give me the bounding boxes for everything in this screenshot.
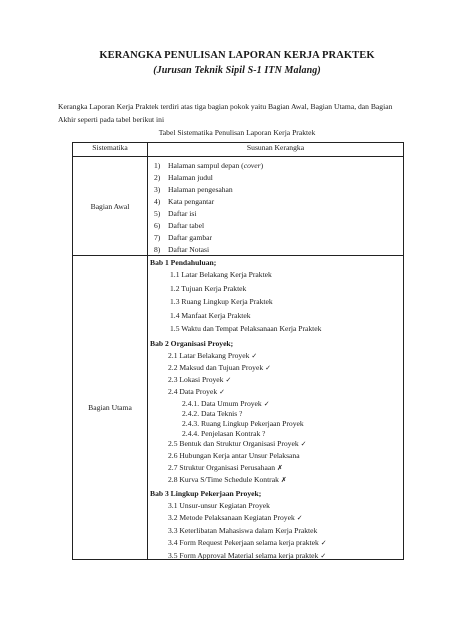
list-item bbox=[182, 419, 304, 428]
list-item bbox=[154, 209, 196, 218]
list-item-number: 2) bbox=[154, 173, 161, 182]
document-subtitle: (Jurusan Teknik Sipil S-1 ITN Malang) bbox=[153, 65, 321, 76]
list-item-text: 1.1 Latar Belakang Kerja Praktek bbox=[170, 270, 272, 279]
list-item bbox=[170, 324, 321, 333]
list-item-text: 3.3 Keterlibatan Mahasiswa dalam Kerja Praktek bbox=[168, 525, 318, 535]
list-item bbox=[168, 551, 326, 560]
check-mark: ✓ bbox=[296, 514, 303, 522]
list-item bbox=[154, 197, 214, 206]
list-item-text: 2.3 Lokasi Proyek bbox=[168, 374, 224, 384]
list-item bbox=[154, 173, 213, 182]
bagian-awal-list bbox=[148, 157, 404, 256]
list-item bbox=[168, 475, 287, 484]
list-item-text: 3.4 Form Request Pekerjaan selama kerja praktek bbox=[168, 538, 319, 547]
check-mark: ✓ bbox=[219, 387, 226, 396]
list-item-text: 2.8 Kurva S/Time Schedule Kontrak bbox=[168, 474, 279, 484]
intro-paragraph: Kerangka Laporan Kerja Praktek terdiri atas tiga bagian pokok yaitu Bagian Awal, Bagian Utama, dan Bagian Akhir seperti pada tabel berikut ini bbox=[58, 102, 393, 124]
list-item-text: Halaman sampul depan ( bbox=[168, 161, 244, 170]
check-mark: ✗ bbox=[277, 463, 283, 472]
list-item-text: 1.4 Manfaat Kerja Praktek bbox=[170, 310, 251, 320]
list-item-number: 6) bbox=[154, 221, 161, 230]
list-item-text: 3.5 Form Approval Material selama kerja praktek bbox=[168, 550, 319, 560]
list-item-text: Kata pengantar bbox=[168, 197, 215, 206]
list-item bbox=[168, 501, 270, 510]
chapter-title: Bab 2 Organisasi Proyek; bbox=[150, 338, 234, 348]
list-item-number: 7) bbox=[154, 233, 161, 242]
label-bagian-utama: Bagian Utama bbox=[73, 256, 148, 560]
check-mark: ✓ bbox=[300, 439, 307, 448]
list-item bbox=[154, 161, 263, 170]
header-susunan-kerangka: Susunan Kerangka bbox=[148, 143, 404, 157]
list-item-text: 1.2 Tujuan Kerja Praktek bbox=[170, 283, 247, 293]
list-item bbox=[154, 185, 233, 194]
list-item-number: 4) bbox=[154, 197, 161, 206]
list-item bbox=[170, 284, 246, 293]
list-item-text: 2.5 Bentuk dan Struktur Organisasi Proyek bbox=[168, 438, 299, 448]
list-item bbox=[168, 351, 257, 360]
list-item bbox=[168, 375, 231, 384]
list-item-text: 2.4.4. Penjelasan Kontrak bbox=[182, 428, 261, 438]
list-item-text: 2.6 Hubungan Kerja antar Unsur Pelaksana bbox=[168, 450, 300, 460]
list-item bbox=[168, 439, 307, 448]
list-item-number: 8) bbox=[154, 245, 161, 254]
table-caption: Tabel Sistematika Penulisan Laporan Kerja Praktek bbox=[158, 128, 316, 137]
list-item-text: Daftar isi bbox=[168, 209, 197, 218]
list-item bbox=[168, 451, 300, 460]
chapter-title: Bab 1 Pendahuluan; bbox=[150, 258, 217, 267]
check-mark: ✓ bbox=[320, 539, 327, 547]
list-item bbox=[154, 221, 204, 230]
bagian-utama-list bbox=[148, 256, 404, 560]
list-item-text: 2.1 Latar Belakang Proyek bbox=[168, 350, 250, 360]
list-item-text: 1.3 Ruang Lingkup Kerja Praktek bbox=[170, 297, 273, 306]
list-item bbox=[168, 387, 225, 396]
list-item-number: 3) bbox=[154, 185, 161, 194]
chapter-title: Bab 3 Lingkup Pekerjaan Proyek; bbox=[150, 488, 262, 498]
label-bagian-awal: Bagian Awal bbox=[73, 157, 148, 256]
list-item bbox=[170, 270, 272, 279]
list-item bbox=[154, 245, 209, 254]
list-item bbox=[170, 297, 273, 306]
list-item-text: Halaman judul bbox=[168, 173, 213, 182]
row-bagian-awal bbox=[73, 157, 404, 256]
row-bagian-utama bbox=[73, 256, 404, 560]
list-item-text: 2.4.3. Ruang Lingkup Pekerjaan Proyek bbox=[182, 418, 304, 428]
list-item-tail: ) bbox=[260, 161, 264, 170]
list-item bbox=[154, 233, 212, 242]
check-mark: ✓ bbox=[265, 363, 272, 372]
list-item-text: Daftar gambar bbox=[168, 233, 213, 242]
list-item-italic: cover bbox=[243, 161, 261, 170]
list-item bbox=[168, 526, 317, 535]
list-item-text: 2.7 Struktur Organisasi Perusahaan bbox=[168, 462, 275, 472]
list-item bbox=[182, 399, 270, 408]
list-item-text: 3.2 Metode Pelaksanaan Kegiatan Proyek bbox=[168, 513, 295, 522]
list-item-text: 3.1 Unsur-unsur Kegiatan Proyek bbox=[168, 500, 270, 510]
list-item bbox=[168, 363, 271, 372]
table-header-row bbox=[73, 143, 404, 157]
list-item bbox=[182, 429, 265, 438]
check-mark: ? bbox=[262, 429, 266, 438]
list-item-text: 2.4.2. Data Teknis bbox=[182, 408, 238, 418]
list-item bbox=[168, 513, 303, 522]
document-title: KERANGKA PENULISAN LAPORAN KERJA PRAKTEK bbox=[99, 50, 375, 61]
check-mark: ✓ bbox=[225, 375, 232, 384]
header-sistematika: Sistematika bbox=[73, 143, 148, 157]
list-item-text: 1.5 Waktu dan Tempat Pelaksanaan Kerja Praktek bbox=[170, 324, 322, 333]
list-item-number: 1) bbox=[154, 161, 161, 170]
check-mark: ✗ bbox=[280, 475, 287, 484]
list-item-text: 2.4.1. Data Umum Proyek bbox=[182, 398, 262, 408]
check-mark: ✓ bbox=[251, 351, 258, 360]
list-item-text: 2.2 Maksud dan Tujuan Proyek bbox=[168, 362, 264, 372]
check-mark: ✓ bbox=[263, 399, 270, 408]
list-item bbox=[170, 311, 251, 320]
list-item-text: Daftar tabel bbox=[168, 221, 205, 230]
list-item-number: 5) bbox=[154, 209, 161, 218]
list-item bbox=[168, 538, 327, 547]
check-mark: ? bbox=[239, 409, 243, 418]
list-item bbox=[182, 409, 242, 418]
list-item bbox=[168, 463, 283, 472]
check-mark: ✓ bbox=[320, 551, 327, 560]
list-item-text: 2.4 Data Proyek bbox=[168, 386, 218, 396]
list-item-text: Daftar Notasi bbox=[168, 245, 210, 254]
list-item-text: Halaman pengesahan bbox=[168, 185, 233, 194]
structure-table bbox=[72, 142, 404, 560]
